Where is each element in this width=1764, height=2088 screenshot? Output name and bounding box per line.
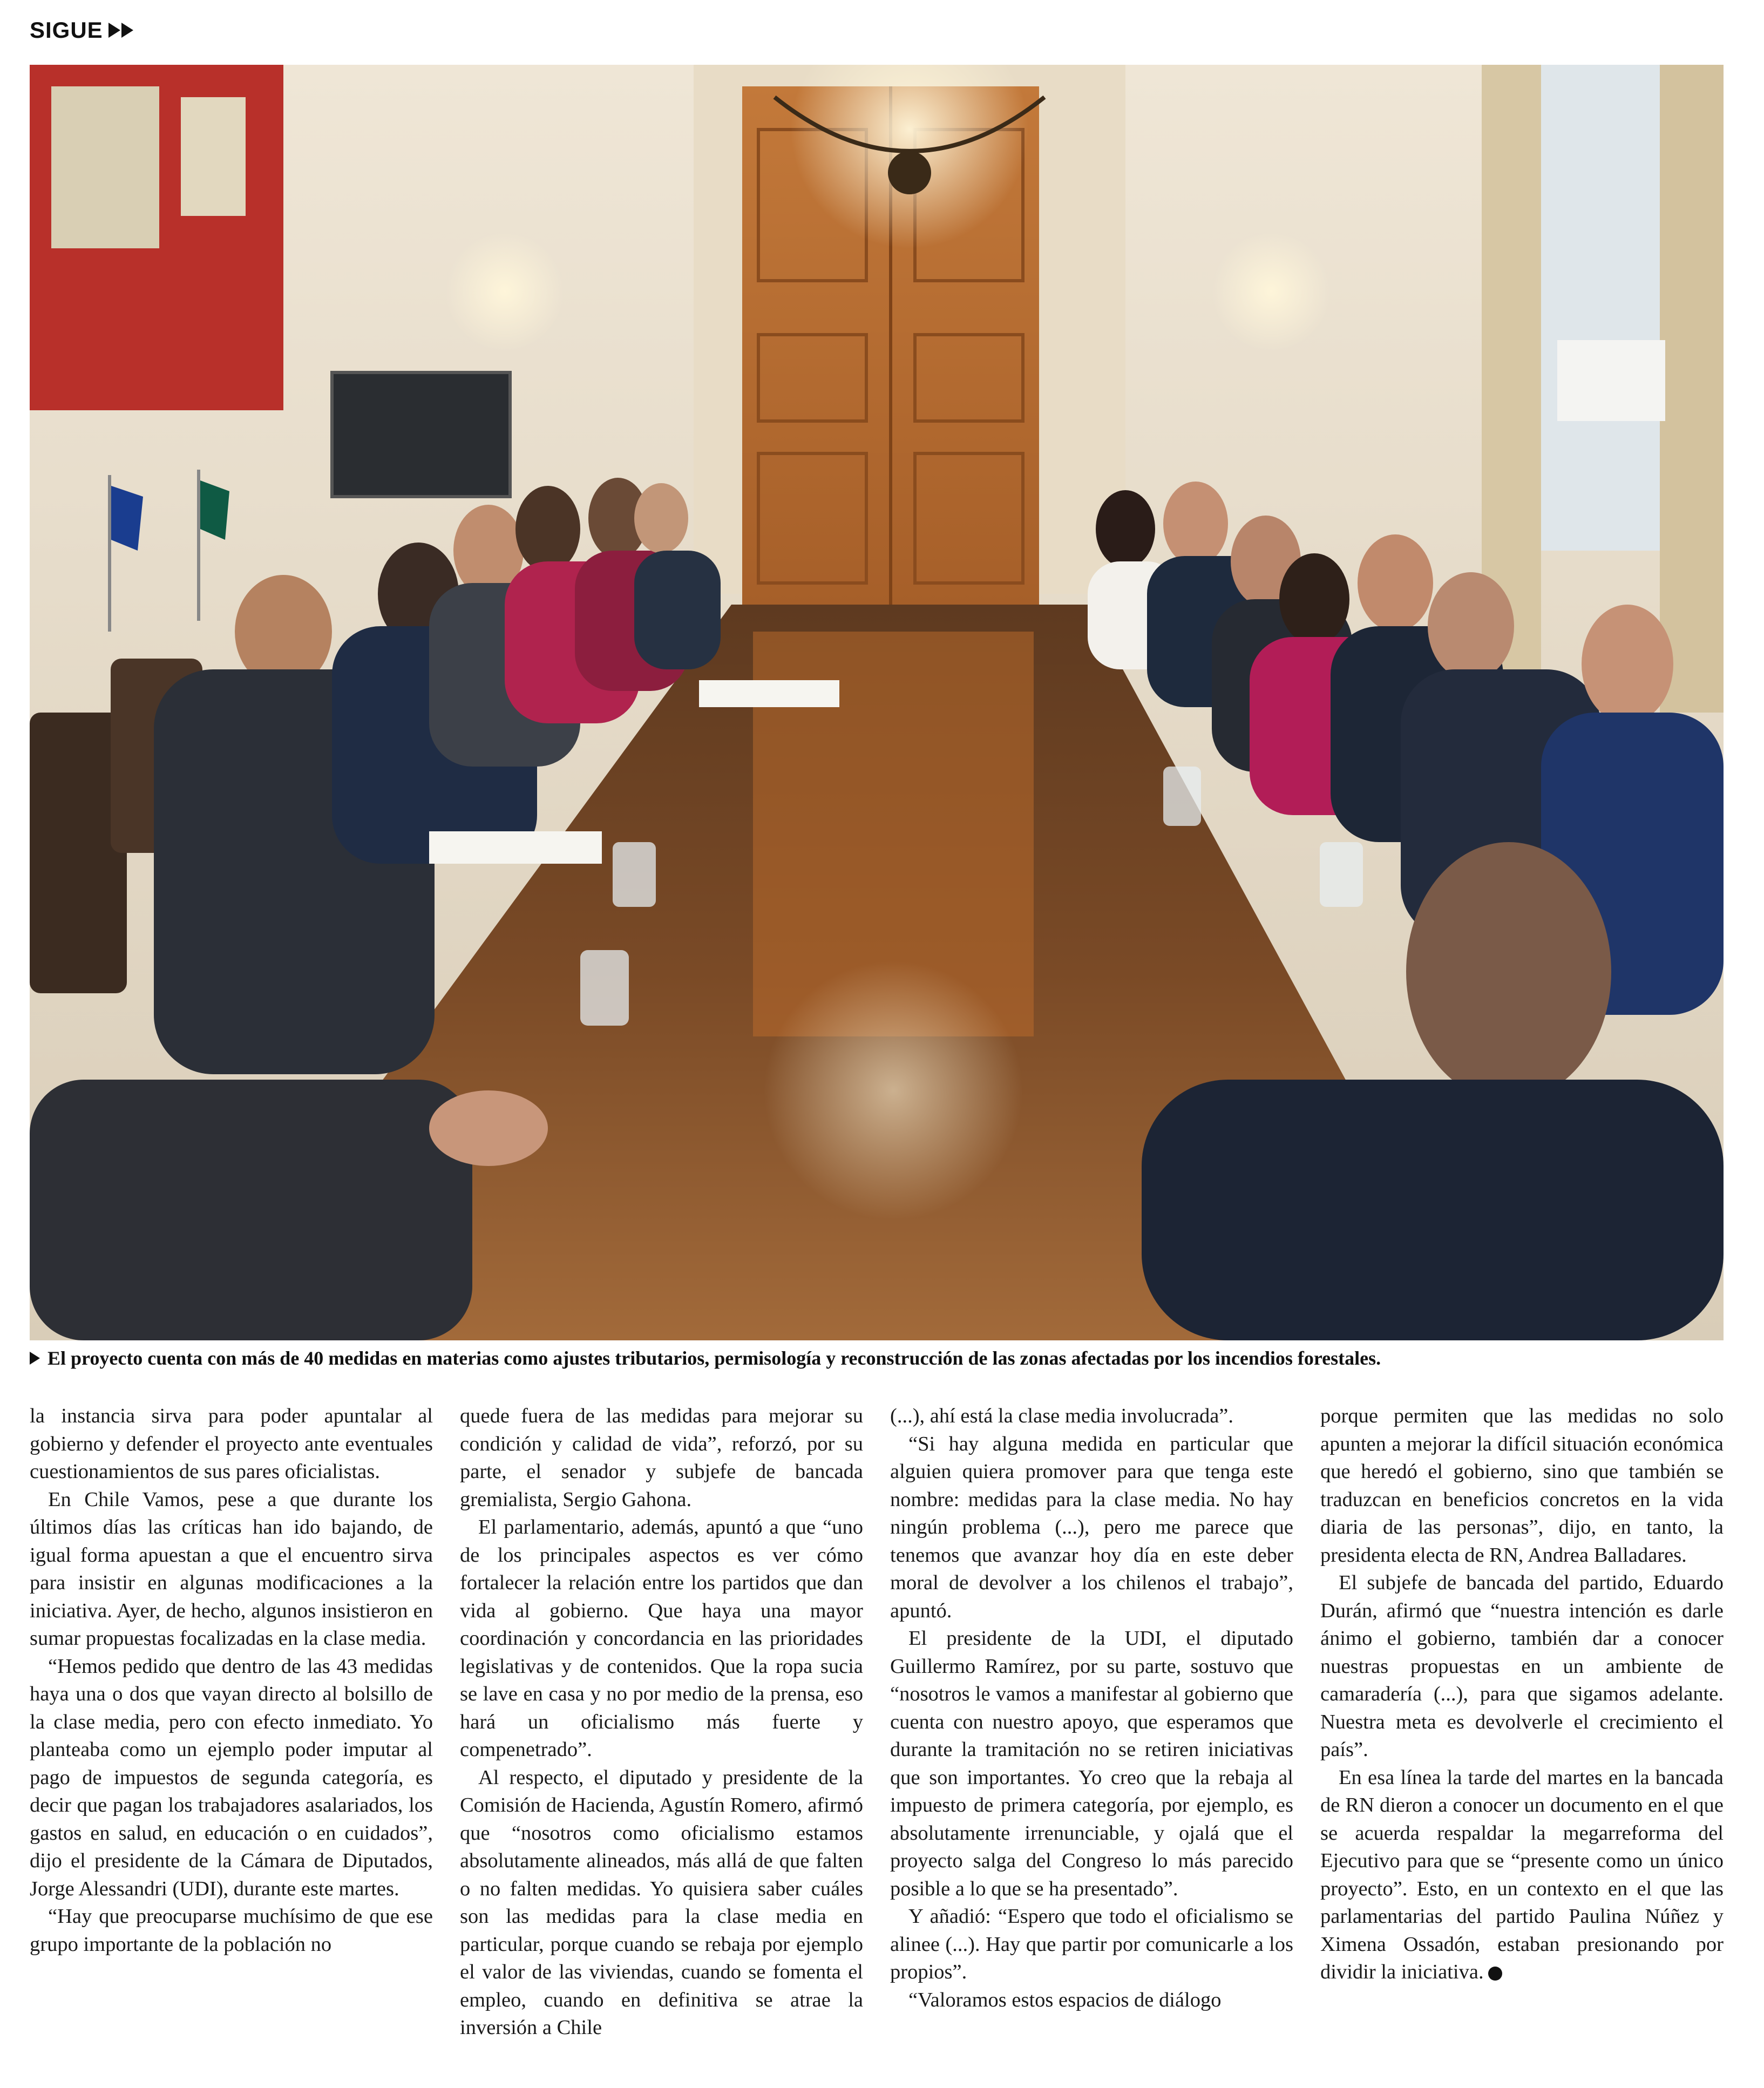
paragraph: Y añadió: “Espero que todo el oficialismo se alinee (...). Hay que partir por comunicarle a los propios”. [890, 1905, 1293, 1983]
article-columns [30, 1402, 1724, 2077]
paragraph: El presidente de la UDI, el diputado Guillermo Ramírez, por su parte, sostuvo que “nosotros le vamos a manifestar al gobierno que cuenta con nuestro apoyo, que esperamos que durante la tramitación no se retiren iniciativas que son importantes. Yo creo que la rebaja al impuesto de primera categoría, por ejemplo, es absolutamente irrenunciable, y ojalá que el proyecto salga del Congreso lo más parecido posible a lo que se ha presentado”. [890, 1627, 1293, 1900]
photo-caption [30, 1347, 1724, 1370]
paragraph: (...), ahí está la clase media involucrada”. [890, 1405, 1234, 1427]
paragraph: “Hemos pedido que dentro de las 43 medidas haya una o dos que vayan directo al bolsillo de la clase media, pero con efecto inmediato. Yo planteaba como un ejemplo poder imputar al pago de impuestos de segunda categoría, es decir que pagan los trabajadores asalariados, los gastos en salud, en educación o en cuidados”, dijo el presidente de la Cámara de Diputados, Jorge Alessandri (UDI), durante este martes. [30, 1655, 433, 1900]
paragraph: quede fuera de las medidas para mejorar su condición y calidad de vida”, reforzó, por su parte, el senador y subjefe de bancada gremialista, Sergio Gahona. [460, 1405, 863, 1511]
last-paragraph [1320, 1764, 1724, 1987]
article-column-2 [460, 1402, 863, 2077]
meeting-photo [30, 65, 1724, 1340]
meeting-photo-illustration [30, 65, 1724, 1340]
forward-arrows-icon [108, 23, 133, 38]
paragraph: “Hay que preocuparse muchísimo de que ese grupo importante de la población no [30, 1905, 433, 1956]
section-marker-label: SIGUE [30, 17, 103, 43]
caption-arrow-icon [30, 1352, 40, 1365]
paragraph: El subjefe de bancada del partido, Eduardo Durán, afirmó que “nuestra intención es darle ánimo el gobierno, también dar a conocer nuestras propuestas en un ambiente de camaradería (...), para que sigamos adelante. Nuestra meta es devolverle el crecimiento el país”. [1320, 1571, 1724, 1761]
paragraph-text: En esa línea la tarde del martes en la bancada de RN dieron a conocer un documento en el que se acuerda respaldar la megarreforma del Ejecutivo para que se “presente como un único proyecto”. Esto, en un contexto en el que las parlamentarias del partido Paulina Núñez y Ximena Ossadón, estaban presionando por dividir la iniciativa. [1320, 1766, 1724, 1983]
article-column-4 [1320, 1402, 1724, 2077]
section-marker [30, 17, 133, 43]
paragraph: “Si hay alguna medida en particular que alguien quiera promover para que tenga este nombre: medidas para la clase media. No hay ningún problema (...), pero me parece que tenemos que avanzar hoy día en este deber moral de devolver a los chilenos el trabajo”, apuntó. [890, 1432, 1293, 1622]
paragraph: El parlamentario, además, apuntó a que “uno de los principales aspectos es ver cómo fortalecer la relación entre los partidos que dan vida al gobierno. Que haya una mayor coordinación y concordancia en las prioridades legislativas y de contenidos. Que la ropa sucia se lave en casa y no por medio de la prensa, eso hará un oficialismo más fuerte y compenetrado”. [460, 1516, 863, 1761]
end-mark-icon [1488, 1967, 1502, 1981]
paragraph: la instancia sirva para poder apuntalar al gobierno y defender el proyecto ante eventuales cuestionamientos de sus pares oficialistas. [30, 1405, 433, 1483]
paragraph: “Valoramos estos espacios de diálogo [908, 1988, 1222, 2011]
paragraph: porque permiten que las medidas no solo apunten a mejorar la difícil situación económica que heredó el gobierno, sino que también se traduzcan en beneficios concretos en la vida diaria de las personas”, dijo, en tanto, la presidenta electa de RN, Andrea Balladares. [1320, 1405, 1724, 1567]
caption-text: El proyecto cuenta con más de 40 medidas en materias como ajustes tributarios, permisología y reconstrucción de las zonas afectadas por los incendios forestales. [48, 1347, 1381, 1369]
article-column-3 [890, 1402, 1293, 2077]
article-column-1 [30, 1402, 433, 2077]
paragraph: Al respecto, el diputado y presidente de la Comisión de Hacienda, Agustín Romero, afirmó que “nosotros como oficialismo estamos absolutamente alineados, más allá de que falten o no falten medidas. Yo quisiera saber cuáles son las medidas para la clase media en particular, porque cuando se rebaja por ejemplo el valor de las viviendas, cuando se fomenta el empleo, cuando en definitiva se atrae la inversión a Chile [460, 1766, 863, 2039]
paragraph: En Chile Vamos, pese a que durante los últimos días las críticas han ido bajando, de igual forma apuestan a que el encuentro sirva para insistir en algunas modificaciones a la iniciativa. Ayer, de hecho, algunos insistieron en sumar propuestas focalizadas en la clase media. [30, 1488, 433, 1650]
